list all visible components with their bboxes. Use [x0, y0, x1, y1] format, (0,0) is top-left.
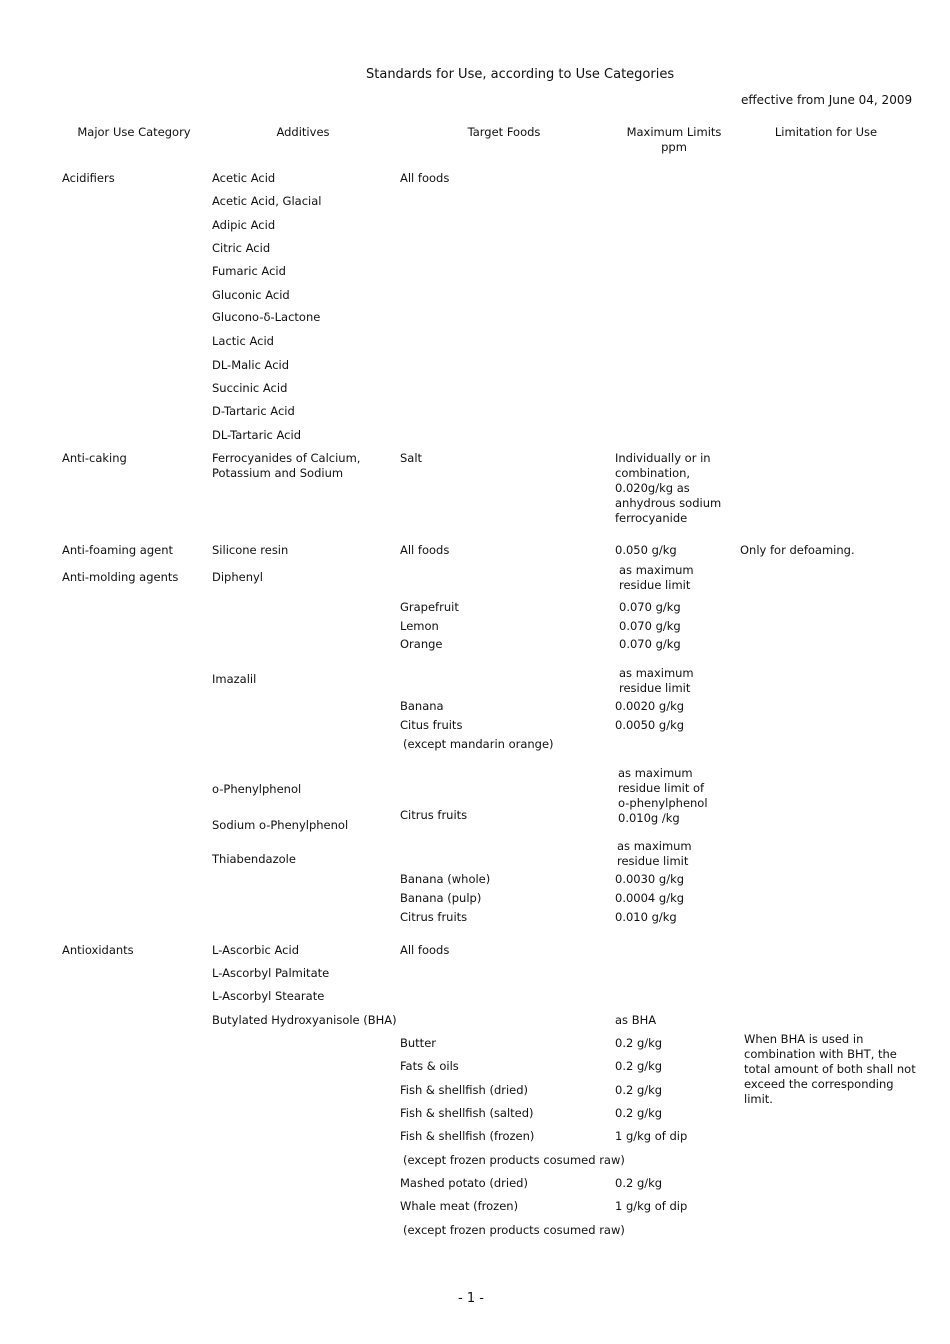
- target-food: Fish & shellfish (salted): [400, 1106, 534, 1120]
- max-limit: 0.2 g/kg: [615, 1083, 663, 1097]
- target-food: Butter: [400, 1036, 436, 1050]
- additive: Ferrocyanides of Calcium,: [212, 451, 361, 465]
- additive: Butylated Hydroxyanisole (BHA): [212, 1013, 397, 1027]
- target-food: Banana (pulp): [400, 891, 482, 905]
- max-limit: 0.0030 g/kg: [615, 872, 685, 886]
- additive: Adipic Acid: [212, 218, 276, 232]
- max-limit: 0.2 g/kg: [615, 1036, 663, 1050]
- limitation: exceed the corresponding: [744, 1077, 894, 1091]
- target-food: Citrus fruits: [400, 910, 468, 924]
- max-limit: 0.070 g/kg: [619, 619, 681, 633]
- target-food: Lemon: [400, 619, 439, 633]
- max-limit-note: residue limit: [619, 681, 691, 695]
- max-limit: ferrocyanide: [615, 511, 688, 525]
- category-anti-caking: Anti-caking: [62, 451, 127, 465]
- max-limit: anhydrous sodium: [615, 496, 722, 510]
- effective-date: effective from June 04, 2009: [741, 93, 913, 107]
- additive: Diphenyl: [212, 570, 264, 584]
- header-additives: Additives: [276, 125, 330, 139]
- target-food-exception: (except frozen products cosumed raw): [403, 1223, 625, 1237]
- max-limit: o-phenylphenol: [618, 796, 708, 810]
- target-food: All foods: [400, 171, 450, 185]
- additive: o-Phenylphenol: [212, 782, 302, 796]
- category-antioxidants: Antioxidants: [62, 943, 134, 957]
- max-limit: 0.050 g/kg: [615, 543, 677, 557]
- additive: Potassium and Sodium: [212, 466, 344, 480]
- additive: Acetic Acid, Glacial: [212, 194, 322, 208]
- target-food: Whale meat (frozen): [400, 1199, 519, 1213]
- limitation: combination with BHT, the: [744, 1047, 897, 1061]
- header-category: Major Use Category: [77, 125, 191, 139]
- target-food: Banana: [400, 699, 444, 713]
- page-number: - 1 -: [458, 1291, 484, 1306]
- header-target-foods: Target Foods: [467, 125, 541, 139]
- additive: Fumaric Acid: [212, 264, 286, 278]
- max-limit: 0.0050 g/kg: [615, 718, 685, 732]
- target-food-exception: (except mandarin orange): [403, 737, 554, 751]
- additive: L-Ascorbic Acid: [212, 943, 300, 957]
- additive: L-Ascorbyl Palmitate: [212, 966, 330, 980]
- category-anti-foaming: Anti-foaming agent: [62, 543, 174, 557]
- additive: Thiabendazole: [212, 852, 296, 866]
- max-limit: 0.2 g/kg: [615, 1176, 663, 1190]
- additive: Glucono-δ-Lactone: [212, 310, 321, 324]
- target-food: All foods: [400, 943, 450, 957]
- target-food: Mashed potato (dried): [400, 1176, 528, 1190]
- limitation: When BHA is used in: [744, 1032, 864, 1046]
- target-food: Citus fruits: [400, 718, 463, 732]
- max-limit-note: as maximum: [619, 563, 694, 577]
- max-limit-note: residue limit: [617, 854, 689, 868]
- target-food: All foods: [400, 543, 450, 557]
- max-limit: 0.070 g/kg: [619, 600, 681, 614]
- additive: Citric Acid: [212, 241, 271, 255]
- max-limit: 0.020g/kg as: [615, 481, 690, 495]
- limitation: Only for defoaming.: [740, 543, 855, 557]
- max-limit: 0.010 g/kg: [615, 910, 677, 924]
- target-food: Fish & shellfish (frozen): [400, 1129, 535, 1143]
- header-max-limits-unit: ppm: [661, 140, 687, 154]
- target-food: Salt: [400, 451, 423, 465]
- max-limit: 1 g/kg of dip: [615, 1129, 688, 1143]
- max-limit: 0.070 g/kg: [619, 637, 681, 651]
- category-acidifiers: Acidifiers: [62, 171, 115, 185]
- additive: Imazalil: [212, 672, 257, 686]
- additive: Gluconic Acid: [212, 288, 290, 302]
- max-limit: 0.2 g/kg: [615, 1106, 663, 1120]
- limitation: limit.: [744, 1092, 773, 1106]
- max-limit: as maximum: [618, 766, 693, 780]
- max-limit: 0.010g /kg: [618, 811, 680, 825]
- target-food: Fish & shellfish (dried): [400, 1083, 529, 1097]
- category-anti-molding: Anti-molding agents: [62, 570, 179, 584]
- header-limitation: Limitation for Use: [774, 125, 878, 139]
- target-food: Banana (whole): [400, 872, 491, 886]
- target-food: Citrus fruits: [400, 808, 468, 822]
- max-limit: Individually or in: [615, 451, 711, 465]
- page-title: Standards for Use, according to Use Categories: [366, 67, 675, 82]
- additive: Succinic Acid: [212, 381, 288, 395]
- max-limit: combination,: [615, 466, 691, 480]
- limitation: total amount of both shall not: [744, 1062, 916, 1076]
- max-limit: 0.0020 g/kg: [615, 699, 685, 713]
- max-limit: 0.0004 g/kg: [615, 891, 685, 905]
- max-limit-note: residue limit: [619, 578, 691, 592]
- max-limit-note: as maximum: [619, 666, 694, 680]
- max-limit: 0.2 g/kg: [615, 1059, 663, 1073]
- additive: Lactic Acid: [212, 334, 274, 348]
- additive: L-Ascorbyl Stearate: [212, 989, 325, 1003]
- additive: Sodium o-Phenylphenol: [212, 818, 349, 832]
- target-food: Grapefruit: [400, 600, 459, 614]
- target-food: Orange: [400, 637, 443, 651]
- max-limit-note: as BHA: [615, 1013, 657, 1027]
- additive: Acetic Acid: [212, 171, 276, 185]
- max-limit: 1 g/kg of dip: [615, 1199, 688, 1213]
- additive: DL-Malic Acid: [212, 358, 290, 372]
- additive: D-Tartaric Acid: [212, 404, 295, 418]
- header-max-limits: Maximum Limits: [626, 125, 722, 139]
- max-limit: residue limit of: [618, 781, 705, 795]
- additive: DL-Tartaric Acid: [212, 428, 301, 442]
- target-food: Fats & oils: [400, 1059, 459, 1073]
- max-limit-note: as maximum: [617, 839, 692, 853]
- additive: Silicone resin: [212, 543, 289, 557]
- target-food-exception: (except frozen products cosumed raw): [403, 1153, 625, 1167]
